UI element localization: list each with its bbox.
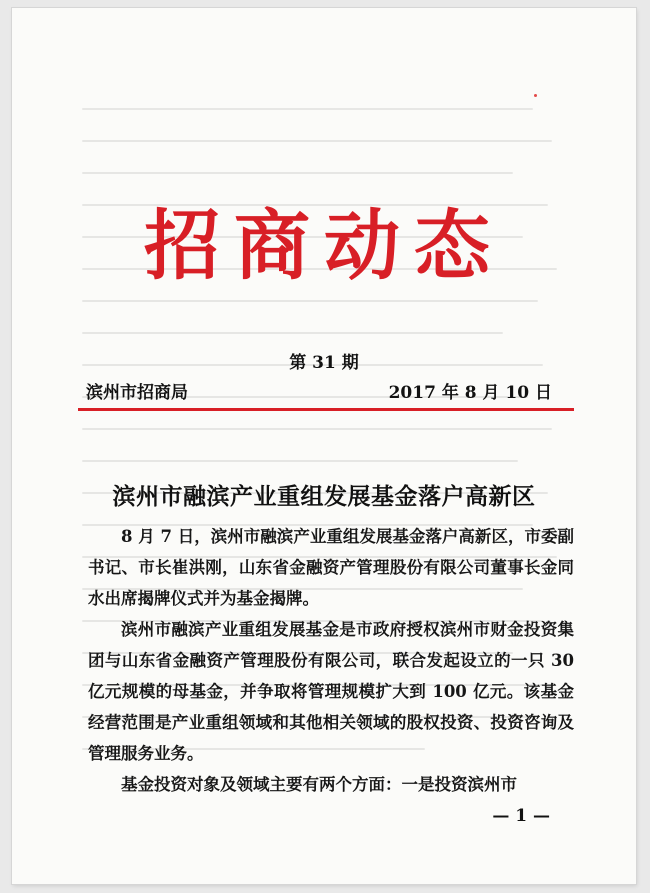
article-headline: 滨州市融滨产业重组发展基金落户高新区	[112, 483, 536, 510]
paragraph: 基金投资对象及领域主要有两个方面：一是投资滨州市	[121, 775, 517, 794]
document-page	[12, 8, 636, 884]
issue-date: 2017 年 8 月 10 日	[388, 383, 552, 403]
masthead-title: 招商动态	[144, 201, 504, 290]
red-speck	[534, 94, 537, 97]
page-number: — 1 —	[492, 806, 550, 826]
issuing-organization: 滨州市招商局	[86, 383, 188, 403]
paragraph: 8 月 7 日，滨州市融滨产业重组发展基金落户高新区，市委副书记、市长崔洪刚，山东省金融资产管理股份有限公司董事长金同水出席揭牌仪式并为基金揭牌。	[88, 527, 574, 608]
red-divider-line	[78, 408, 574, 411]
article-body	[88, 521, 574, 800]
issue-number: 第 31 期	[289, 353, 359, 373]
paragraph: 滨州市融滨产业重组发展基金是市政府授权滨州市财金投资集团与山东省金融资产管理股份有限公司，联合发起设立的一只 30 亿元规模的母基金，并争取将管理规模扩大到 100 亿元。该基金经营范围是产业重组领域和其他相关领域的股权投资、投资咨询及管理服务业务。	[88, 620, 574, 763]
